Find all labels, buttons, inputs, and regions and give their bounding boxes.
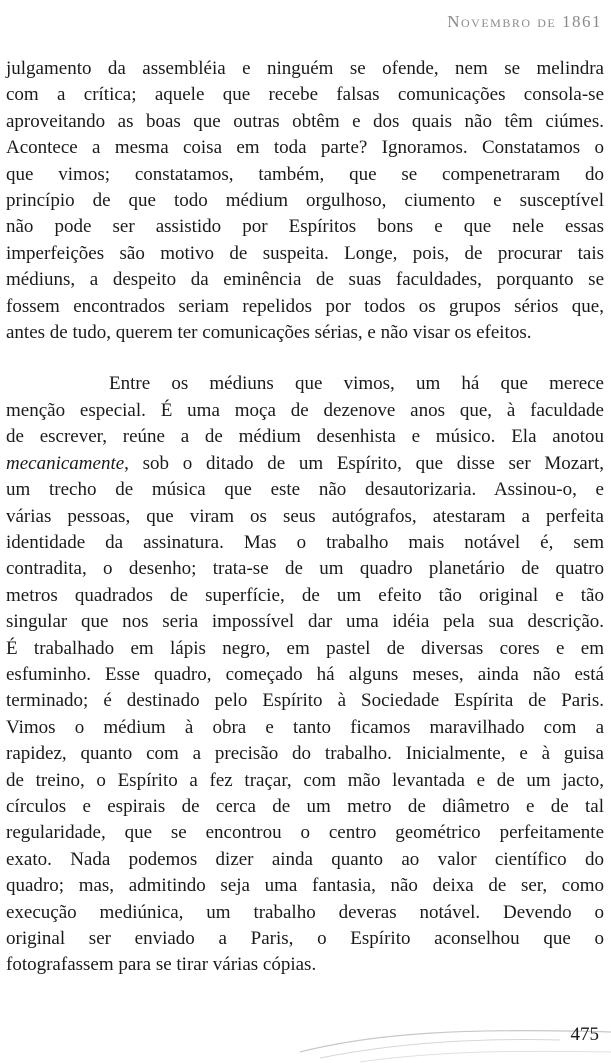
paragraph-2	[6, 371, 604, 978]
text-line: menção especial. É uma moça de dezenove anos que, à faculdade	[6, 399, 604, 421]
italic-word: mecanicamente	[6, 452, 125, 474]
text-line: não pode ser assistido por Espíritos bons e que nele essas	[6, 216, 604, 238]
text-line: esfuminho. Esse quadro, começado há alguns meses, ainda não está	[6, 663, 604, 685]
swoosh-curve-inner	[320, 1040, 560, 1058]
text-line: Acontece a mesma coisa em toda parte? Ignoramos. Constatamos o	[6, 137, 604, 159]
text-line: de escrever, reúne a de médium desenhista e músico. Ela anotou	[6, 426, 604, 448]
footer-swoosh-ornament	[0, 1022, 611, 1063]
text-segment: , sob o ditado de um Espírito, que disse ser Mozart,	[124, 452, 604, 474]
text-line	[6, 451, 604, 477]
text-line: fossem encontrados seriam repelidos por todos os grupos sérios que,	[6, 295, 604, 317]
text-line: de treino, o Espírito a fez traçar, com mão levantada e de um jacto,	[6, 769, 604, 791]
running-header: Novembro de 1861	[447, 12, 602, 31]
body-text	[6, 56, 604, 979]
text-line: terminado; é destinado pelo Espírito à Sociedade Espírita de Paris.	[6, 690, 604, 712]
page-number: 475	[570, 1024, 599, 1045]
text-line: médiuns, a despeito da eminência de suas faculdades, porquanto se	[6, 269, 604, 291]
text-line: exato. Nada podemos dizer ainda quanto ao valor científico do	[6, 848, 604, 870]
text-line: antes de tudo, querem ter comunicações sérias, e não visar os efeitos.	[6, 322, 532, 344]
text-line: imperfeições são motivo de suspeita. Longe, pois, de procurar tais	[6, 242, 604, 264]
text-line: julgamento da assembléia e ninguém se ofende, nem se melindra	[6, 58, 604, 79]
text-line: que vimos; constatamos, também, que se compenetraram do	[6, 163, 604, 185]
text-line: fotografassem para se tirar várias cópias.	[6, 954, 317, 976]
swoosh-curve-lower	[360, 1051, 611, 1062]
text-line: aproveitando as boas que outras obtêm e dos quais não têm ciúmes.	[6, 110, 604, 132]
text-line: É trabalhado em lápis negro, em pastel de diversas cores e em	[6, 637, 604, 659]
text-line: Entre os médiuns que vimos, um há que merece	[109, 373, 604, 395]
text-line: um trecho de música que este não desautorizaria. Assinou-o, e	[6, 479, 604, 501]
text-line: execução mediúnica, um trabalho deveras notável. Devendo o	[6, 901, 604, 923]
text-line: quadro; mas, admitindo seja uma fantasia, não deixa de ser, como	[6, 875, 604, 897]
text-line: original ser enviado a Paris, o Espírito aconselhou que o	[6, 928, 604, 949]
text-line: círculos e espirais de cerca de um metro de diâmetro e de tal	[6, 795, 604, 817]
text-line: rapidez, quanto com a precisão do trabalho. Inicialmente, e à guisa	[6, 743, 604, 765]
text-line: várias pessoas, que viram os seus autógrafos, atestaram a perfeita	[6, 505, 604, 527]
text-line: princípio de que todo médium orgulhoso, ciumento e susceptível	[6, 190, 604, 212]
text-line: singular que nos seria impossível dar uma idéia pela sua descrição.	[6, 611, 604, 633]
text-line: identidade da assinatura. Mas o trabalho mais notável é, sem	[6, 531, 604, 553]
text-line: com a crítica; aquele que recebe falsas comunicações consola-se	[6, 84, 604, 106]
text-line: contradita, o desenho; trata-se de um quadro planetário de quatro	[6, 558, 604, 580]
paragraph-1	[6, 56, 604, 346]
text-line: metros quadrados de superfície, de um efeito tão original e tão	[6, 584, 604, 606]
text-line: regularidade, que se encontrou o centro geométrico perfeitamente	[6, 822, 604, 844]
text-line: Vimos o médium à obra e tanto ficamos maravilhado com a	[6, 716, 604, 738]
